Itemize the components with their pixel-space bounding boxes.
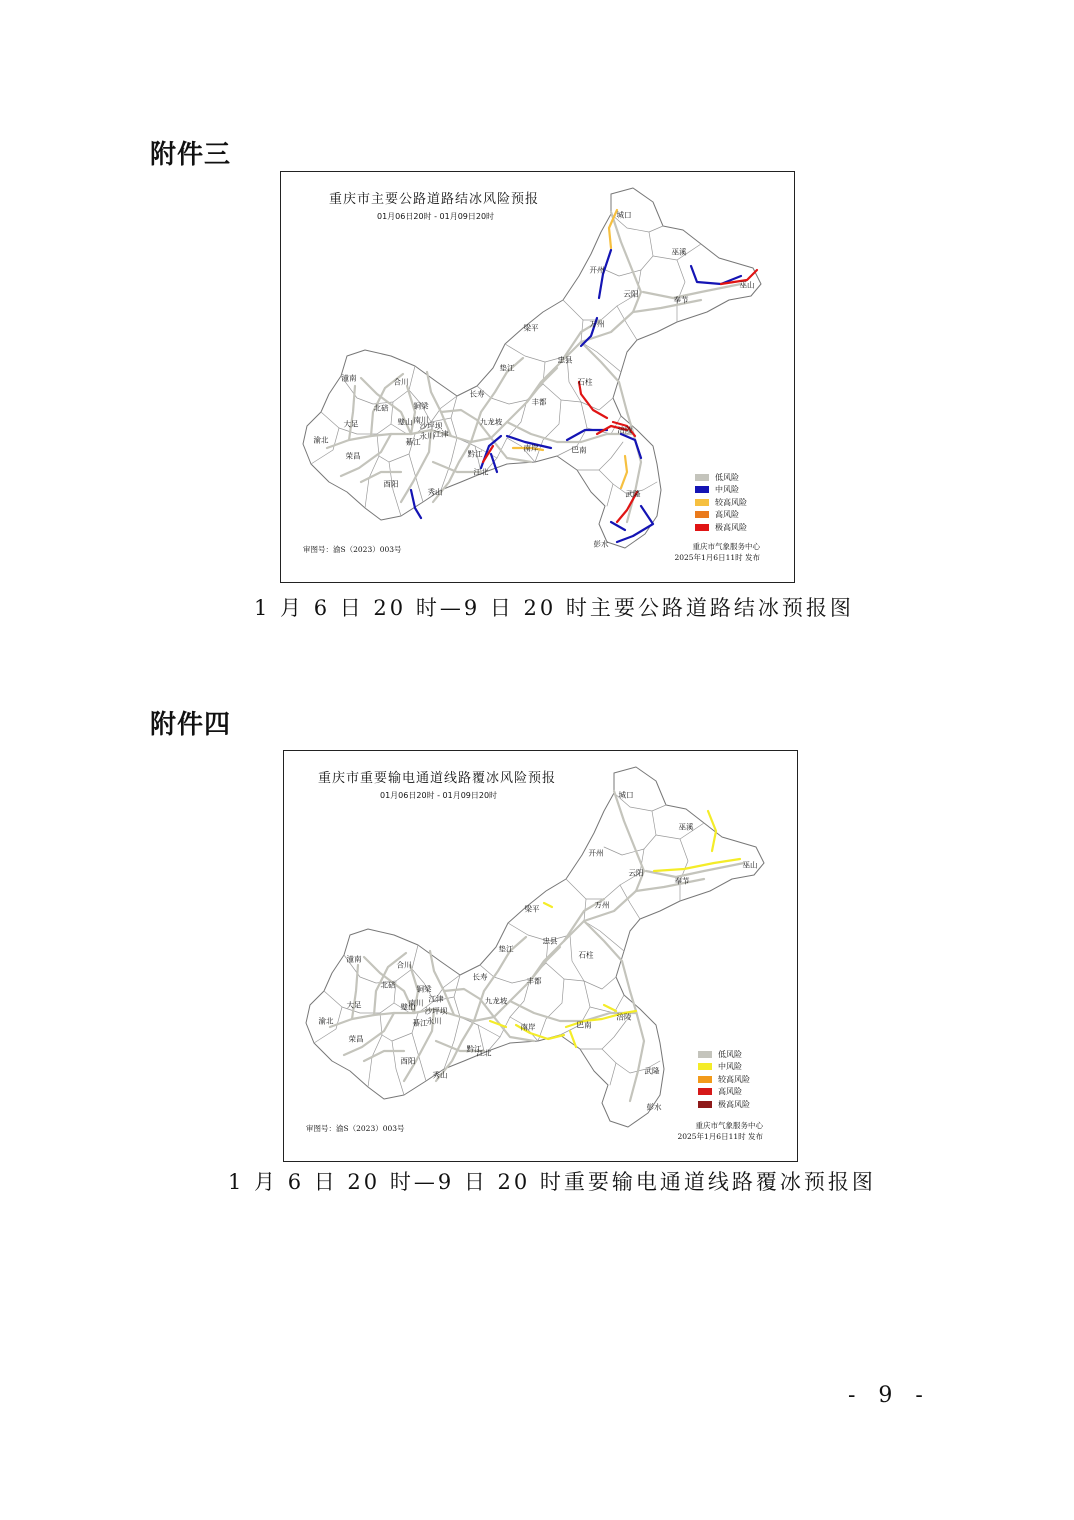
place-label: 巴南 [571, 445, 587, 455]
place-label: 忠县 [542, 936, 558, 946]
legend-label: 极高风险 [718, 1099, 750, 1109]
legend-label: 较高风险 [718, 1074, 750, 1084]
legend-item [698, 1048, 750, 1061]
map-title: 重庆市重要输电通道线路覆冰风险预报 [318, 771, 557, 786]
map-publisher [677, 1120, 763, 1142]
place-label: 涪陵 [617, 425, 633, 435]
legend-item [698, 1086, 750, 1099]
place-label: 巫溪 [671, 247, 687, 257]
map-publisher [674, 541, 760, 563]
map-period: 01月06日20时 - 01月09日20时 [380, 791, 498, 800]
power-line-icing-forecast-map [283, 750, 798, 1162]
publisher-name: 重庆市气象服务中心 [692, 542, 760, 551]
place-label: 北碚 [380, 980, 396, 990]
place-label: 綦江 [412, 1018, 428, 1028]
place-label: 荣昌 [348, 1034, 364, 1044]
place-label: 永川 [419, 431, 435, 441]
place-label: 酉阳 [400, 1056, 416, 1066]
place-label: 巫溪 [678, 822, 694, 832]
place-label: 沙坪坝 [424, 1006, 448, 1016]
place-label: 沙坪坝 [419, 421, 443, 431]
place-label: 开州 [588, 848, 604, 858]
legend-item [695, 484, 747, 497]
place-label: 开州 [589, 265, 605, 275]
place-label: 云阳 [628, 868, 644, 878]
place-label: 垫江 [499, 363, 515, 373]
place-label: 巫山 [739, 280, 755, 290]
place-label: 南川 [413, 415, 429, 425]
legend-item [698, 1061, 750, 1074]
place-label: 城口 [618, 790, 634, 800]
place-label: 江津 [428, 994, 444, 1004]
legend-label: 高风险 [715, 510, 739, 520]
place-label: 江津 [433, 429, 449, 439]
place-label: 九龙坡 [479, 417, 503, 427]
legend-label: 高风险 [718, 1087, 742, 1097]
place-label: 合川 [396, 960, 412, 970]
page-number: - 9 - [848, 1383, 931, 1408]
road-icing-forecast-map [280, 171, 795, 583]
place-label: 云阳 [623, 289, 639, 299]
legend-swatch [695, 499, 709, 506]
place-label: 南川 [408, 998, 424, 1008]
place-label: 丰都 [526, 976, 542, 986]
legend-label: 低风险 [718, 1049, 742, 1059]
place-label: 黔江 [467, 449, 483, 459]
figure-caption: 1 月 6 日 20 时—9 日 20 时重要输电通道线路覆冰预报图 [228, 1170, 876, 1194]
place-label: 梁平 [523, 323, 539, 333]
place-label: 铜梁 [416, 984, 432, 994]
legend-swatch [698, 1101, 712, 1108]
place-label: 铜梁 [413, 401, 429, 411]
legend-label: 较高风险 [715, 497, 747, 507]
legend-swatch [695, 474, 709, 481]
place-label: 黔江 [466, 1044, 482, 1054]
place-label: 大足 [343, 419, 359, 429]
place-label: 綦江 [405, 437, 421, 447]
legend-label: 中风险 [715, 485, 739, 495]
place-label: 潼南 [346, 954, 362, 964]
map-period: 01月06日20时 - 01月09日20时 [377, 212, 495, 221]
place-label: 江北 [476, 1048, 492, 1058]
attachment-heading: 附件三 [150, 140, 232, 170]
legend-item [695, 471, 747, 484]
legend-label: 极高风险 [715, 522, 747, 532]
place-label: 北碚 [373, 403, 389, 413]
legend-label: 低风险 [715, 472, 739, 482]
place-label: 渝北 [313, 435, 329, 445]
place-label: 石柱 [577, 377, 593, 387]
place-label: 永川 [426, 1016, 442, 1026]
publisher-name: 重庆市气象服务中心 [695, 1121, 763, 1130]
place-label: 武隆 [625, 489, 641, 499]
publish-time: 2025年1月6日11时 发布 [677, 1132, 763, 1141]
place-label: 长寿 [472, 972, 488, 982]
place-label: 秀山 [427, 487, 443, 497]
legend-swatch [695, 486, 709, 493]
map-approval-number: 审图号：渝S（2023）003号 [303, 545, 402, 554]
place-label: 梁平 [524, 904, 540, 914]
place-label: 合川 [393, 377, 409, 387]
place-label: 璧山 [400, 1002, 416, 1012]
legend-swatch [698, 1063, 712, 1070]
legend-swatch [698, 1076, 712, 1083]
place-label: 荣昌 [345, 451, 361, 461]
map-legend [695, 471, 747, 534]
legend-item [698, 1098, 750, 1111]
place-label: 奉节 [674, 876, 690, 886]
place-label: 石柱 [578, 950, 594, 960]
attachment-heading: 附件四 [150, 710, 232, 740]
place-label: 万州 [589, 319, 605, 329]
place-label: 长寿 [469, 389, 485, 399]
place-label: 丰都 [531, 397, 547, 407]
publish-time: 2025年1月6日11时 发布 [674, 553, 760, 562]
figure-caption: 1 月 6 日 20 时—9 日 20 时主要公路道路结冰预报图 [254, 596, 854, 620]
legend-label: 中风险 [718, 1062, 742, 1072]
legend-swatch [695, 511, 709, 518]
place-label: 南岸 [523, 443, 539, 453]
place-label: 潼南 [341, 373, 357, 383]
legend-item [695, 521, 747, 534]
place-label: 武隆 [644, 1066, 660, 1076]
place-label: 渝北 [318, 1016, 334, 1026]
chongqing-boundary [303, 188, 761, 548]
legend-item [695, 509, 747, 522]
map-title: 重庆市主要公路道路结冰风险预报 [329, 192, 540, 207]
place-label: 巴南 [576, 1020, 592, 1030]
place-label: 璧山 [397, 417, 413, 427]
map-legend [698, 1048, 750, 1111]
legend-swatch [695, 524, 709, 531]
place-label: 巫山 [742, 860, 758, 870]
place-label: 彭水 [646, 1102, 662, 1112]
place-label: 垫江 [498, 944, 514, 954]
place-label: 酉阳 [383, 479, 399, 489]
place-label: 城口 [616, 210, 632, 220]
place-label: 万州 [594, 900, 610, 910]
place-label: 彭水 [593, 539, 609, 549]
legend-swatch [698, 1051, 712, 1058]
place-label: 奉节 [673, 295, 689, 305]
legend-item [698, 1073, 750, 1086]
chongqing-boundary [306, 767, 764, 1127]
place-label: 大足 [346, 1000, 362, 1010]
place-label: 南岸 [520, 1022, 536, 1032]
place-label: 忠县 [557, 355, 573, 365]
place-label: 秀山 [432, 1070, 448, 1080]
map-approval-number: 审图号：渝S（2023）003号 [306, 1124, 405, 1133]
place-label: 江北 [473, 467, 489, 477]
legend-item [695, 496, 747, 509]
place-label: 九龙坡 [484, 996, 508, 1006]
place-label: 涪陵 [616, 1012, 632, 1022]
legend-swatch [698, 1088, 712, 1095]
